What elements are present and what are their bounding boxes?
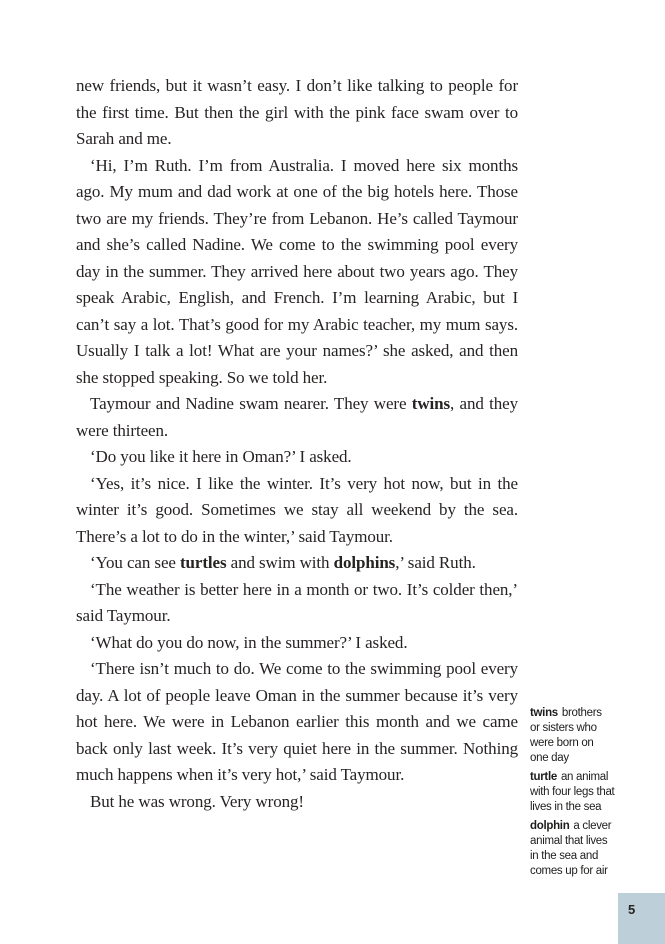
story-paragraph <box>76 391 518 444</box>
glossary-entry: dolphin a clever animal that lives in the sea and comes up for air <box>530 820 612 877</box>
page-number: 5 <box>628 902 636 917</box>
story-segment: ‘Hi, I’m Ruth. I’m from Australia. I moved here six months ago. My mum and dad work at one of the big hotels here. Those two are my friends. They’re from Lebanon. He’s called Taymour and she’s called Nadine. We come to the swimming pool every day in the summer. They arrived here about two years ago. They speak Arabic, English, and French. I’m learning Arabic, but I can’t say a lot. That’s good for my Arabic teacher, my mum says. Usually I talk a lot! What are your names?’ she asked, and then she stopped speaking. So we told her. <box>76 155 518 387</box>
glossary-sidebar <box>530 706 636 883</box>
story-paragraph <box>76 471 518 551</box>
story-paragraph <box>76 577 518 630</box>
story-paragraph <box>76 444 518 471</box>
story-segment: ‘There isn’t much to do. We come to the swimming pool every day. A lot of people leave Oman in the summer because it’s very hot here. We were in Lebanon earlier this month and we came back only last week. It’s very quiet here in the summer. Nothing much happens when it’s very hot,’ said Taymour. <box>76 659 518 784</box>
page-number-tab <box>618 893 665 944</box>
story-segment: ,’ said Ruth. <box>395 553 476 572</box>
glossary-entry: twins brothers or sisters who were born on one day <box>530 707 602 764</box>
story-paragraph <box>76 630 518 657</box>
story-segment: ‘What do you do now, in the summer?’ I asked. <box>90 632 408 652</box>
story-segment: ‘Yes, it’s nice. I like the winter. It’s very hot now, but in the winter it’s good. Sometimes we stay all weekend by the sea. There’s a lot to do in the winter,’ said Taymour. <box>76 473 518 546</box>
story-segment: Taymour and Nadine swam nearer. They were <box>90 394 412 413</box>
story-paragraph <box>76 550 518 577</box>
story-text <box>76 73 518 815</box>
glossary-term: turtle <box>530 771 557 783</box>
story-segment: ‘The weather is better here in a month or two. It’s colder then,’ said Taymour. <box>76 579 518 625</box>
story-paragraph <box>76 789 518 816</box>
story-segment: ‘You can see <box>90 553 180 572</box>
glossed-word: turtles <box>179 553 227 572</box>
glossary-entry: turtle an animal with four legs that lives in the sea <box>530 771 615 813</box>
story-segment: new friends, but it wasn’t easy. I don’t like talking to people for the first time. But then the girl with the pink face swam over to Sarah and me. <box>76 76 518 148</box>
glossary-term: twins <box>530 707 558 719</box>
story-segment: , and they were thirteen. <box>76 394 518 440</box>
story-segment: and swim with <box>226 553 334 572</box>
story-segment: But he was wrong. Very wrong! <box>90 791 304 811</box>
story-paragraph <box>76 656 518 789</box>
glossed-word: twins <box>411 394 451 413</box>
glossed-word: dolphins <box>333 553 396 572</box>
glossary-term: dolphin <box>530 820 570 832</box>
story-paragraph <box>76 73 518 153</box>
story-paragraph <box>76 153 518 392</box>
story-segment: ‘Do you like it here in Oman?’ I asked. <box>90 447 352 466</box>
